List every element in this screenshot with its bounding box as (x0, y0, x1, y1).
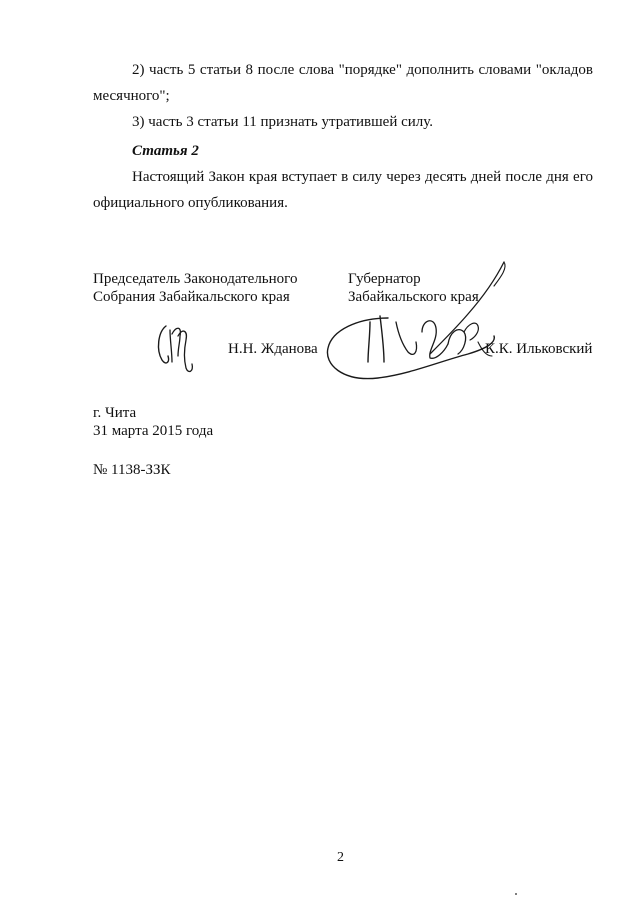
chair-signature (150, 316, 210, 376)
article-2-text-line-1: Настоящий Закон края вступает в силу через десять дней после дня его (132, 169, 593, 185)
chair-title-line-2: Собрания Забайкальского края (93, 289, 290, 305)
amendment-item-2-line-1: 2) часть 5 статьи 8 после слова "порядке" дополнить словами "окладов (132, 62, 593, 78)
governor-signature (318, 258, 528, 398)
page-number: 2 (337, 850, 344, 865)
amendment-item-2-line-2: месячного"; (93, 88, 170, 104)
signing-date: 31 марта 2015 года (93, 423, 214, 439)
scan-speck (515, 893, 517, 895)
chair-title-line-1: Председатель Законодательного (93, 271, 298, 287)
governor-name: К.К. Ильковский (485, 341, 593, 357)
place-city: г. Чита (93, 405, 137, 421)
chair-name: Н.Н. Жданова (228, 341, 318, 357)
law-number: № 1138-ЗЗК (93, 462, 171, 478)
article-2-heading: Статья 2 (132, 143, 199, 159)
governor-title-line-2: Забайкальского края (348, 289, 479, 305)
amendment-item-3: 3) часть 3 статьи 11 признать утратившей силу. (132, 114, 434, 130)
article-2-text-line-2: официального опубликования. (93, 195, 288, 211)
governor-title-line-1: Губернатор (348, 271, 421, 287)
